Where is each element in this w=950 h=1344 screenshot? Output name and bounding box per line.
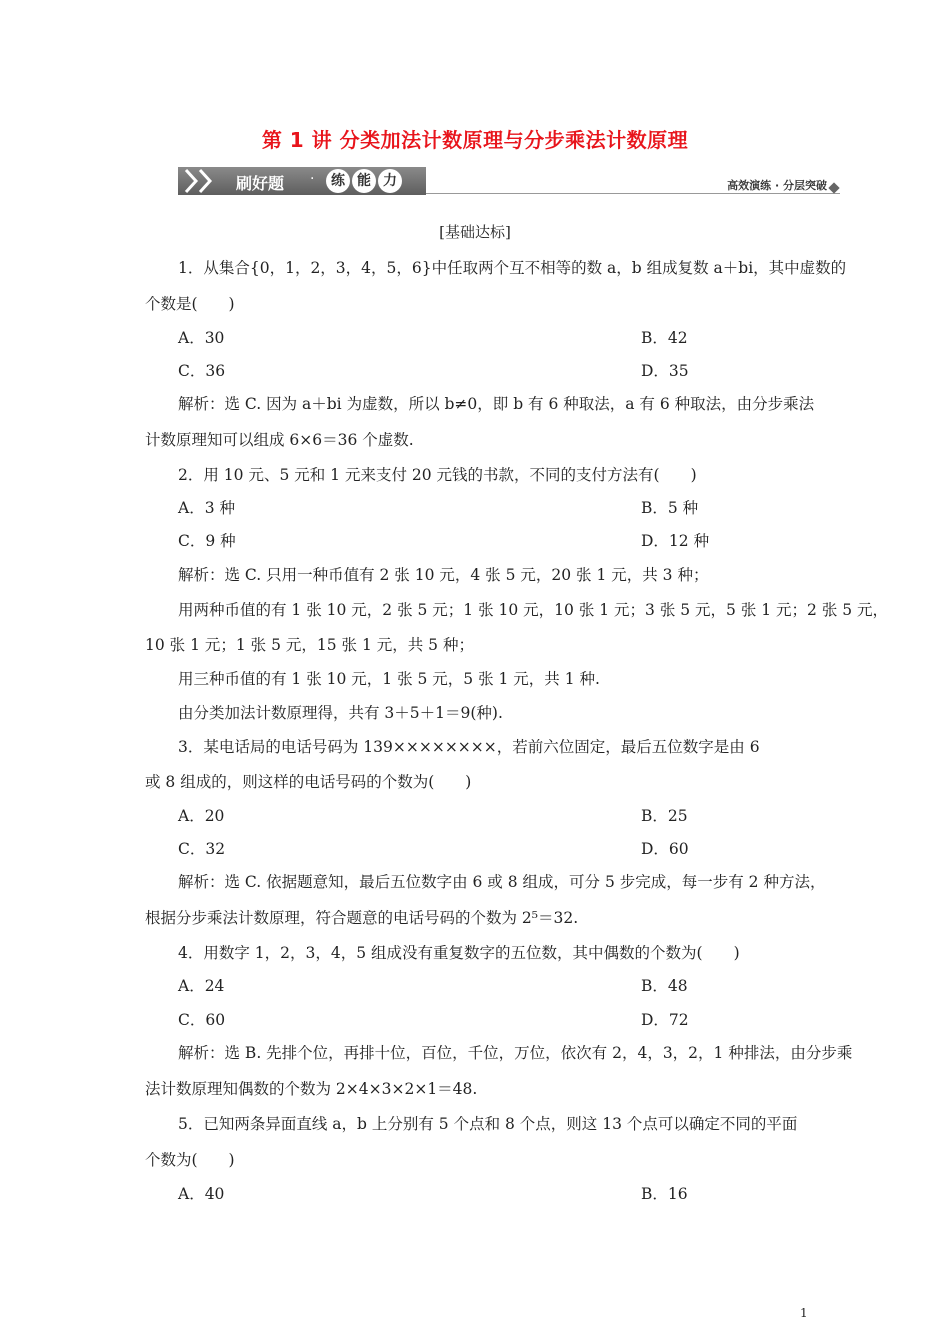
option-c: C．60	[178, 1011, 226, 1029]
banner-circle-1: 练	[326, 169, 350, 193]
solution-line: 用两种币值的有 1 张 10 元，2 张 5 元；1 张 10 元，10 张 1 元；3 张 5 元，5 张 1 元；2 张 5 元，	[178, 601, 889, 619]
option-a: A．24	[178, 977, 225, 995]
option-b: B．5 种	[641, 499, 699, 517]
solution-line: 解析：选 C. 依据题意知，最后五位数字由 6 或 8 组成，可分 5 步完成，每一步有 2 种方法，	[178, 873, 826, 891]
solution-line: 用三种币值的有 1 张 10 元，1 张 5 元，5 张 1 元，共 1 种.	[178, 670, 600, 688]
option-c: C．36	[178, 362, 226, 380]
option-a: A．40	[178, 1185, 225, 1203]
solution-line: 法计数原理知偶数的个数为 2×4×3×2×1＝48.	[145, 1080, 478, 1098]
question-line: 1．从集合{0，1，2，3，4，5，6}中任取两个互不相等的数 a，b 组成复数 a＋bi，其中虚数的	[178, 259, 847, 277]
option-d: D．35	[641, 362, 689, 380]
solution-line: 根据分步乘法计数原理，符合题意的电话号码的个数为 2⁵＝32.	[145, 909, 579, 927]
option-d: D．12 种	[641, 532, 710, 550]
option-d: D．60	[641, 840, 689, 858]
banner-circle-3: 力	[378, 169, 402, 193]
solution-line: 解析：选 C. 只用一种币值有 2 张 10 元，4 张 5 元，20 张 1 元，共 3 种；	[178, 566, 709, 584]
option-b: B．42	[641, 329, 688, 347]
banner-circle-2: 能	[352, 169, 376, 193]
question-line: 5．已知两条异面直线 a，b 上分别有 5 个点和 8 个点，则这 13 个点可以确定不同的平面	[178, 1115, 798, 1133]
question-line: 或 8 组成的，则这样的电话号码的个数为( )	[145, 773, 472, 791]
option-a: A．3 种	[178, 499, 235, 517]
question-line: 4．用数字 1，2，3，4，5 组成没有重复数字的五位数，其中偶数的个数为( )	[178, 944, 740, 962]
section-heading: [基础达标]	[439, 223, 511, 241]
question-line: 个数是( )	[145, 295, 235, 313]
solution-line: 10 张 1 元；1 张 5 元，15 张 1 元，共 5 种；	[145, 636, 474, 654]
diamond-icon	[828, 182, 839, 193]
page-title: 第 1 讲 分类加法计数原理与分步乘法计数原理	[261, 128, 689, 152]
banner-divider	[426, 193, 840, 194]
option-c: C．32	[178, 840, 226, 858]
option-a: A．30	[178, 329, 225, 347]
solution-line: 计数原理知可以组成 6×6＝36 个虚数.	[145, 431, 414, 449]
solution-line: 解析：选 B. 先排个位，再排十位，百位，千位，万位，依次有 2，4，3，2，1 种排法，由分步乘	[178, 1044, 853, 1062]
option-b: B．48	[641, 977, 688, 995]
option-b: B．16	[641, 1185, 688, 1203]
question-line: 个数为( )	[145, 1151, 235, 1169]
option-b: B．25	[641, 807, 688, 825]
solution-line: 由分类加法计数原理得，共有 3＋5＋1＝9(种).	[178, 704, 503, 722]
question-line: 3．某电话局的电话号码为 139××××××××，若前六位固定，最后五位数字是由 6	[178, 738, 760, 756]
page-number: 1	[800, 1306, 808, 1320]
option-a: A．20	[178, 807, 225, 825]
banner-tagline: 高效演练 · 分层突破	[727, 179, 827, 192]
banner-dot: ·	[310, 171, 315, 187]
section-banner	[178, 167, 426, 195]
option-d: D．72	[641, 1011, 689, 1029]
option-c: C．9 种	[178, 532, 236, 550]
solution-line: 解析：选 C. 因为 a＋bi 为虚数，所以 b≠0，即 b 有 6 种取法，a 有 6 种取法，由分步乘法	[178, 395, 815, 413]
chevron-right-icon	[196, 167, 216, 195]
banner-label: 刷好题	[236, 174, 285, 193]
question-line: 2．用 10 元、5 元和 1 元来支付 20 元钱的书款，不同的支付方法有( )	[178, 466, 697, 484]
